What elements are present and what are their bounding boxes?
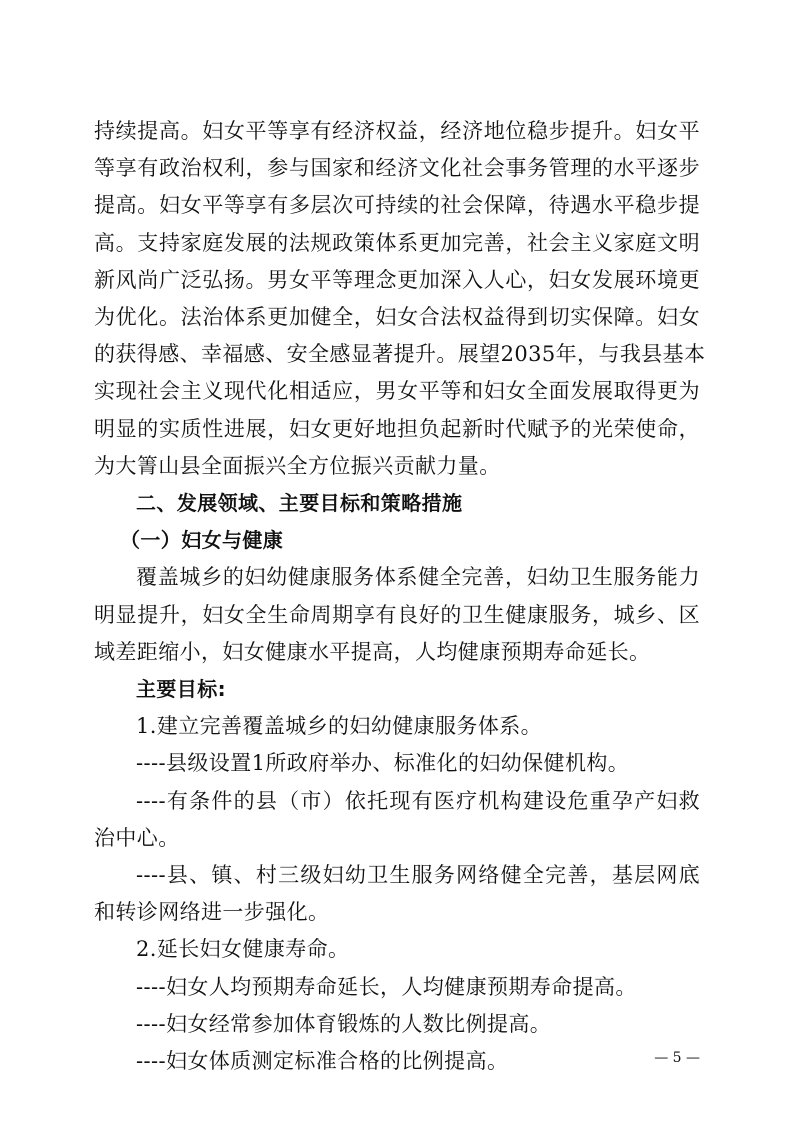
- subsection-heading: （一）妇女与健康: [120, 528, 284, 553]
- goal-item: ----有条件的县（市）依托现有医疗机构建设危重孕产妇救: [136, 788, 700, 813]
- goal-item: ----妇女经常参加体育锻炼的人数比例提高。: [136, 1011, 552, 1036]
- text-line: 明显提升，妇女全生命周期享有良好的卫生健康服务，城乡、区: [94, 602, 700, 627]
- text-line: 高。支持家庭发展的法规政策体系更加完善，社会主义家庭文明: [94, 230, 700, 255]
- goal-title: 1.建立完善覆盖城乡的妇幼健康服务体系。: [136, 714, 543, 739]
- text-line: 等享有政治权利，参与国家和经济文化社会事务管理的水平逐步: [94, 156, 700, 181]
- section-heading: 二、发展领域、主要目标和策略措施: [136, 491, 463, 515]
- text-line: 提高。妇女平等享有多层次可持续的社会保障，待遇水平稳步提: [94, 193, 700, 218]
- text-line: 覆盖城乡的妇幼健康服务体系健全完善，妇幼卫生服务能力: [136, 565, 700, 590]
- page-number: — 5 —: [654, 1050, 700, 1066]
- text-line: 为大箐山县全面振兴全方位振兴贡献力量。: [94, 453, 501, 478]
- text-line: 持续提高。妇女平等享有经济权益，经济地位稳步提升。妇女平: [94, 119, 700, 143]
- goal-item: ----妇女体质测定标准合格的比例提高。: [136, 1049, 509, 1073]
- main-goals-label: 主要目标:: [136, 677, 226, 701]
- goal-item-continued: 和转诊网络进一步强化。: [94, 900, 330, 925]
- text-line: 实现社会主义现代化相适应，男女平等和妇女全面发展取得更为: [94, 379, 700, 404]
- text-line: 为优化。法治体系更加健全，妇女合法权益得到切实保障。妇女: [94, 305, 700, 329]
- text-line: 域差距缩小，妇女健康水平提高，人均健康预期寿命延长。: [94, 639, 651, 664]
- goal-item: ----妇女人均预期寿命延长，人均健康预期寿命提高。: [136, 974, 637, 999]
- text-line: 明显的实质性进展，妇女更好地担负起新时代赋予的光荣使命，: [94, 416, 700, 441]
- goal-item-continued: 治中心。: [94, 825, 180, 850]
- text-line: 新风尚广泛弘扬。男女平等理念更加深入人心，妇女发展环境更: [94, 267, 700, 292]
- goal-title: 2.延长妇女健康寿命。: [136, 937, 350, 962]
- text-line: 的获得感、幸福感、安全感显著提升。展望2035年，与我县基本: [94, 342, 706, 367]
- goal-item: ----县、镇、村三级妇幼卫生服务网络健全完善，基层网底: [136, 863, 700, 887]
- goal-item: ----县级设置1所政府举办、标准化的妇幼保健机构。: [136, 751, 630, 776]
